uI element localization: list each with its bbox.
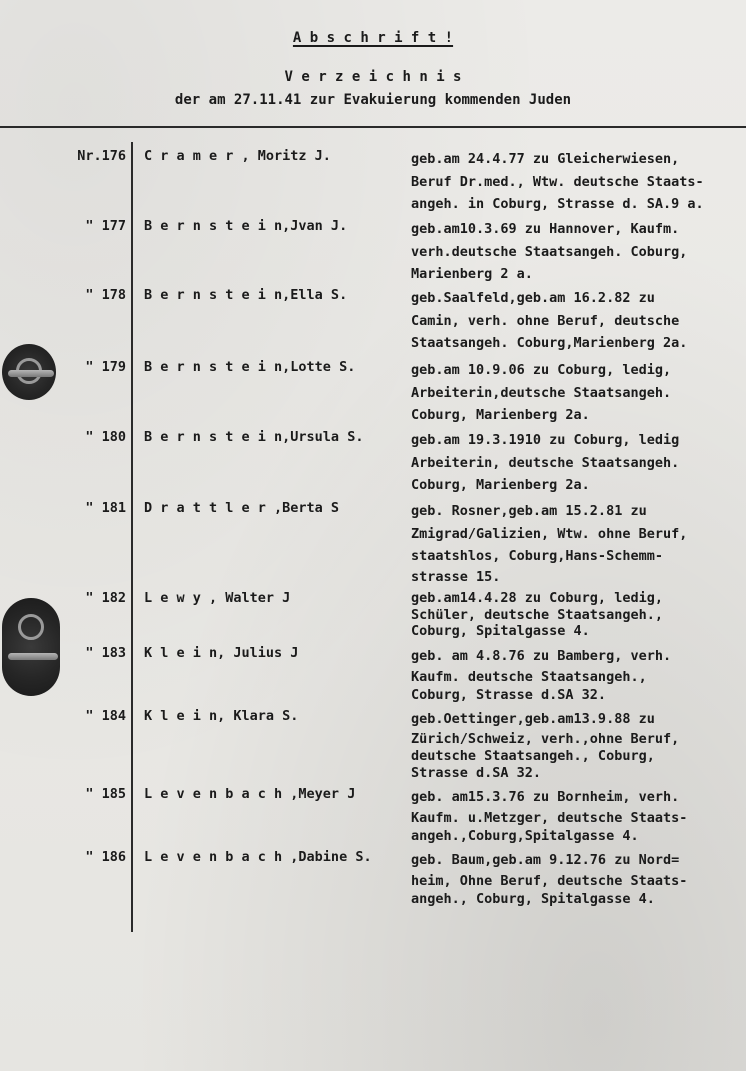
entry-number: " 180 <box>85 429 126 445</box>
entry-number: " 184 <box>85 708 126 724</box>
entry-name: B e r n s t e i n,Ursula S. <box>144 429 364 445</box>
entry-details: geb. Baum,geb.am 9.12.76 zu Nord= heim, Ohne Beruf, deutsche Staats- angeh., Coburg, Spitalgasse 4. <box>411 852 688 907</box>
entry-name: B e r n s t e i n,Lotte S. <box>144 359 356 375</box>
entry-name: C r a m e r , Moritz J. <box>144 148 331 164</box>
copy-heading: A b s c h r i f t ! <box>292 30 454 46</box>
entry-number: " 182 <box>85 590 126 606</box>
punch-hole-top <box>2 344 56 400</box>
entry-name: D r a t t l e r ,Berta S <box>144 500 340 516</box>
entry-details: geb.am10.3.69 zu Hannover, Kaufm. verh.deutsche Staatsangeh. Coburg, Marienberg 2 a. <box>411 221 688 282</box>
entry-details: geb.am14.4.28 zu Coburg, ledig, Schüler, deutsche Staatsangeh., Coburg, Spitalgasse 4. <box>411 590 663 639</box>
entry-details: geb. am 4.8.76 zu Bamberg, verh. Kaufm. deutsche Staatsangeh., Coburg, Strasse d.SA 32. <box>411 648 672 703</box>
entry-name: L e w y , Walter J <box>144 590 291 606</box>
entry-number: " 183 <box>85 645 126 661</box>
entry-name: K l e i n, Klara S. <box>144 708 299 724</box>
list-title: V e r z e i c h n i s <box>284 69 462 85</box>
entry-number: " 177 <box>85 218 126 234</box>
entry-name: L e v e n b a c h ,Dabine S. <box>144 849 372 865</box>
entry-number: " 179 <box>85 359 126 375</box>
entry-number: " 185 <box>85 786 126 802</box>
entry-number: " 178 <box>85 287 126 303</box>
header-divider <box>0 126 746 128</box>
entry-details: geb. am15.3.76 zu Bornheim, verh. Kaufm. u.Metzger, deutsche Staats- angeh.,Coburg,Spitalgasse 4. <box>411 789 688 844</box>
entry-details: geb.am 24.4.77 zu Gleicherwiesen, Beruf Dr.med., Wtw. deutsche Staats- angeh. in Coburg, Strasse d. SA.9 a. <box>411 151 704 212</box>
entry-name: B e r n s t e i n,Ella S. <box>144 287 348 303</box>
entry-number: " 181 <box>85 500 126 516</box>
entry-name: B e r n s t e i n,Jvan J. <box>144 218 348 234</box>
column-divider <box>131 142 133 932</box>
punch-hole-bottom <box>2 598 60 696</box>
entry-details: geb.am 10.9.06 zu Coburg, ledig, Arbeiterin,deutsche Staatsangeh. Coburg, Marienberg 2a. <box>411 362 672 423</box>
entry-name: L e v e n b a c h ,Meyer J <box>144 786 356 802</box>
entry-details: geb.Saalfeld,geb.am 16.2.82 zu Camin, verh. ohne Beruf, deutsche Staatsangeh. Coburg,Marienberg 2a. <box>411 290 688 351</box>
entry-number: " 186 <box>85 849 126 865</box>
list-subtitle: der am 27.11.41 zur Evakuierung kommenden Juden <box>174 92 572 108</box>
entry-name: K l e i n, Julius J <box>144 645 299 661</box>
entry-details: geb. Rosner,geb.am 15.2.81 zu Zmigrad/Galizien, Wtw. ohne Beruf, staatshlos, Coburg,Hans-Schemm- strasse 15. <box>411 503 688 585</box>
entry-number: Nr.176 <box>77 148 126 164</box>
entry-details: geb.am 19.3.1910 zu Coburg, ledig Arbeiterin, deutsche Staatsangeh. Coburg, Marienberg 2a. <box>411 432 680 493</box>
entry-details: geb.Oettinger,geb.am13.9.88 zu Zürich/Schweiz, verh.,ohne Beruf, deutsche Staatsangeh., Coburg, Strasse d.SA 32. <box>411 711 680 781</box>
